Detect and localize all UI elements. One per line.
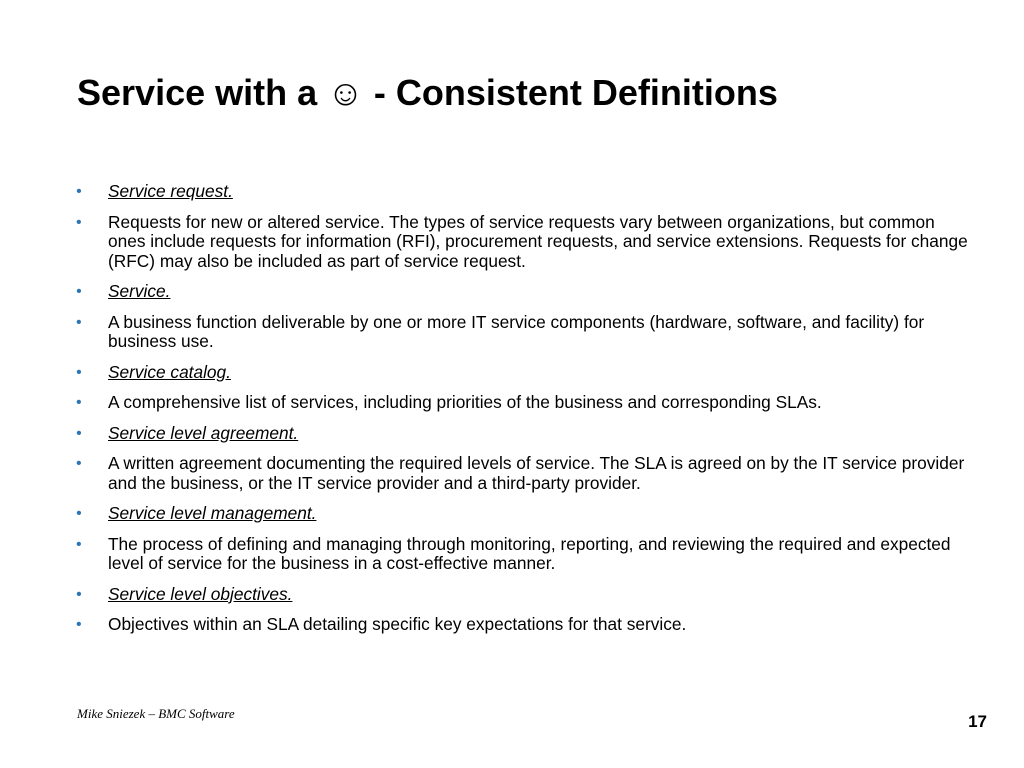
title-prefix: Service with a bbox=[77, 72, 328, 113]
slide-title bbox=[77, 72, 778, 114]
bullet-item bbox=[72, 615, 972, 635]
bullet-item bbox=[72, 213, 972, 272]
bullet-dot-icon: • bbox=[76, 283, 82, 300]
bullet-item bbox=[72, 182, 972, 202]
bullet-item bbox=[72, 282, 972, 302]
definition-text: A business function deliverable by one or more IT service components (hardware, software, and facility) for business use. bbox=[108, 311, 925, 351]
bullet-dot-icon: • bbox=[76, 313, 82, 331]
term-service-level-agreement: Service level agreement. bbox=[108, 422, 299, 443]
definition-text: The process of defining and managing through monitoring, reporting, and reviewing the required and expected level of service for the business in a cost-effective manner. bbox=[108, 533, 951, 573]
bullet-dot-icon: • bbox=[76, 455, 82, 472]
definition-text: A comprehensive list of services, including priorities of the business and corresponding SLAs. bbox=[108, 392, 822, 412]
bullet-dot-icon: • bbox=[76, 616, 82, 633]
bullet-item bbox=[72, 363, 972, 383]
bullet-dot-icon: • bbox=[76, 394, 82, 411]
term-service: Service. bbox=[108, 281, 171, 301]
term-service-level-objectives: Service level objectives. bbox=[108, 583, 293, 604]
term-service-catalog: Service catalog. bbox=[108, 361, 231, 382]
term-service-level-management: Service level management. bbox=[108, 503, 317, 523]
definition-text: A written agreement documenting the required levels of service. The SLA is agreed on by the IT service provider and the business, or the IT service provider and a third-party provider. bbox=[108, 453, 965, 493]
bullet-list bbox=[72, 182, 972, 635]
footer-author: Mike Sniezek – BMC Software bbox=[77, 706, 235, 721]
page-number: 17 bbox=[968, 712, 987, 731]
smiley-icon: ☺ bbox=[327, 72, 364, 113]
bullet-dot-icon: • bbox=[76, 183, 82, 200]
bullet-dot-icon: • bbox=[76, 424, 82, 442]
bullet-item bbox=[72, 454, 972, 493]
bullet-item bbox=[72, 585, 972, 605]
term-service-request: Service request. bbox=[108, 181, 233, 201]
bullet-dot-icon: • bbox=[76, 505, 82, 522]
title-suffix: - Consistent Definitions bbox=[363, 72, 778, 113]
definition-text: Objectives within an SLA detailing specific key expectations for that service. bbox=[108, 614, 687, 634]
definition-text: Requests for new or altered service. The types of service requests vary between organizations, but common ones include requests for information (RFI), procurement requests, and service extensions. Requests for change (RFC) may also be included as part of service request. bbox=[108, 211, 968, 271]
bullet-dot-icon: • bbox=[76, 363, 82, 381]
bullet-dot-icon: • bbox=[76, 213, 82, 231]
bullet-item bbox=[72, 424, 972, 444]
bullet-item bbox=[72, 504, 972, 524]
bullet-item bbox=[72, 313, 972, 352]
bullet-item bbox=[72, 535, 972, 574]
bullet-dot-icon: • bbox=[76, 535, 82, 553]
bullet-item bbox=[72, 393, 972, 413]
bullet-dot-icon: • bbox=[76, 585, 82, 603]
